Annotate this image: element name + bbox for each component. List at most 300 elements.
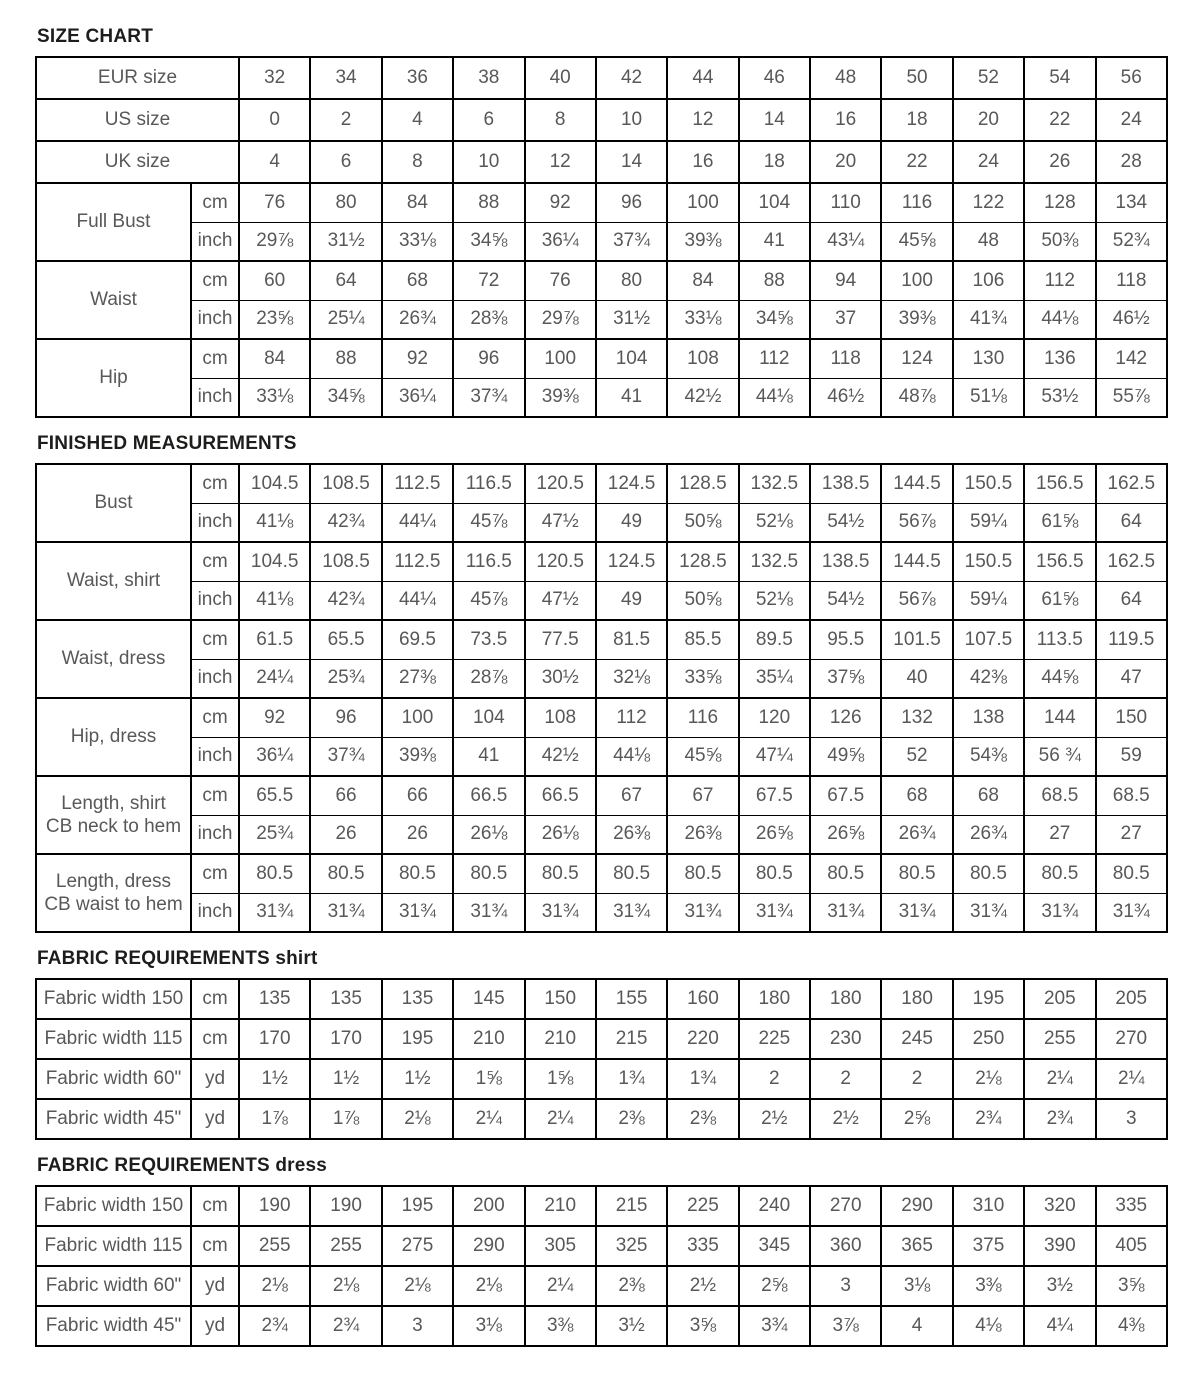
value-cell: 2⅛ — [239, 1266, 310, 1306]
value-cell: 76 — [239, 183, 310, 222]
value-cell: 162.5 — [1096, 464, 1168, 503]
value-cell: 39⅜ — [881, 300, 952, 339]
table-row — [36, 57, 1167, 99]
value-cell: 51⅛ — [953, 378, 1024, 417]
value-cell: 2 — [739, 1059, 810, 1099]
value-cell: 2⅛ — [453, 1266, 524, 1306]
value-cell: 2 — [310, 99, 381, 141]
value-cell: 42 — [596, 57, 667, 99]
value-cell: 135 — [382, 979, 453, 1019]
value-cell: 136 — [1024, 339, 1095, 378]
row-label-cell: Fabric width 45" — [36, 1099, 191, 1139]
value-cell: 39⅜ — [525, 378, 596, 417]
value-cell: 270 — [810, 1186, 881, 1226]
table-row — [36, 503, 1167, 542]
value-cell: 1½ — [239, 1059, 310, 1099]
value-cell: 156.5 — [1024, 464, 1095, 503]
value-cell: 290 — [881, 1186, 952, 1226]
value-cell: 2⅜ — [596, 1266, 667, 1306]
unit-cell: inch — [191, 222, 239, 261]
unit-cell: yd — [191, 1266, 239, 1306]
table-row — [36, 1226, 1167, 1266]
value-cell: 47 — [1096, 659, 1168, 698]
value-cell: 20 — [810, 141, 881, 183]
value-cell: 84 — [239, 339, 310, 378]
value-cell: 52⅛ — [739, 581, 810, 620]
value-cell: 50⅝ — [667, 581, 738, 620]
value-cell: 80.5 — [810, 854, 881, 893]
value-cell: 116.5 — [453, 542, 524, 581]
value-cell: 52⅛ — [739, 503, 810, 542]
value-cell: 28⅞ — [453, 659, 524, 698]
table-row — [36, 1099, 1167, 1139]
value-cell: 230 — [810, 1019, 881, 1059]
value-cell: 3 — [810, 1266, 881, 1306]
value-cell: 56 — [1096, 57, 1168, 99]
unit-cell: cm — [191, 183, 239, 222]
value-cell: 53½ — [1024, 378, 1095, 417]
value-cell: 27 — [1024, 815, 1095, 854]
value-cell: 305 — [525, 1226, 596, 1266]
value-cell: 104.5 — [239, 542, 310, 581]
value-cell: 113.5 — [1024, 620, 1095, 659]
unit-cell: cm — [191, 1226, 239, 1266]
unit-cell: yd — [191, 1306, 239, 1346]
value-cell: 35¼ — [739, 659, 810, 698]
value-cell: 95.5 — [810, 620, 881, 659]
value-cell: 80.5 — [1096, 854, 1168, 893]
value-cell: 88 — [310, 339, 381, 378]
value-cell: 2⅛ — [953, 1059, 1024, 1099]
value-cell: 18 — [739, 141, 810, 183]
value-cell: 96 — [453, 339, 524, 378]
value-cell: 88 — [453, 183, 524, 222]
value-cell: 275 — [382, 1226, 453, 1266]
value-cell: 225 — [667, 1186, 738, 1226]
value-cell: 132.5 — [739, 542, 810, 581]
value-cell: 31¾ — [1096, 893, 1168, 932]
value-cell: 56 ¾ — [1024, 737, 1095, 776]
value-cell: 36 — [382, 57, 453, 99]
value-cell: 3 — [1096, 1099, 1168, 1139]
value-cell: 0 — [239, 99, 310, 141]
value-cell: 42⅜ — [953, 659, 1024, 698]
value-cell: 31¾ — [953, 893, 1024, 932]
value-cell: 144 — [1024, 698, 1095, 737]
value-cell: 2½ — [667, 1266, 738, 1306]
value-cell: 210 — [525, 1186, 596, 1226]
table-row — [36, 979, 1167, 1019]
table-row — [36, 737, 1167, 776]
value-cell: 156.5 — [1024, 542, 1095, 581]
value-cell: 29⅞ — [239, 222, 310, 261]
value-cell: 42½ — [667, 378, 738, 417]
value-cell: 80 — [310, 183, 381, 222]
value-cell: 405 — [1096, 1226, 1168, 1266]
value-cell: 45⅞ — [453, 503, 524, 542]
value-cell: 34⅝ — [453, 222, 524, 261]
value-cell: 118 — [810, 339, 881, 378]
value-cell: 41¾ — [953, 300, 1024, 339]
value-cell: 45⅝ — [667, 737, 738, 776]
value-cell: 220 — [667, 1019, 738, 1059]
value-cell: 101.5 — [881, 620, 952, 659]
table-row — [36, 620, 1167, 659]
value-cell: 16 — [667, 141, 738, 183]
value-cell: 68.5 — [1096, 776, 1168, 815]
value-cell: 22 — [881, 141, 952, 183]
value-cell: 116 — [881, 183, 952, 222]
value-cell: 80.5 — [739, 854, 810, 893]
value-cell: 31½ — [310, 222, 381, 261]
table-row — [36, 464, 1167, 503]
value-cell: 37¾ — [453, 378, 524, 417]
value-cell: 116 — [667, 698, 738, 737]
value-cell: 10 — [596, 99, 667, 141]
row-label-cell: Fabric width 150 — [36, 979, 191, 1019]
value-cell: 67 — [667, 776, 738, 815]
value-cell: 68 — [881, 776, 952, 815]
value-cell: 160 — [667, 979, 738, 1019]
value-cell: 155 — [596, 979, 667, 1019]
value-cell: 41⅛ — [239, 503, 310, 542]
value-cell: 64 — [1096, 581, 1168, 620]
value-cell: 3 — [382, 1306, 453, 1346]
unit-cell: inch — [191, 378, 239, 417]
value-cell: 66.5 — [453, 776, 524, 815]
value-cell: 112 — [596, 698, 667, 737]
table-row — [36, 815, 1167, 854]
value-cell: 29⅞ — [525, 300, 596, 339]
value-cell: 20 — [953, 99, 1024, 141]
value-cell: 27 — [1096, 815, 1168, 854]
value-cell: 215 — [596, 1186, 667, 1226]
value-cell: 66.5 — [525, 776, 596, 815]
value-cell: 360 — [810, 1226, 881, 1266]
value-cell: 210 — [525, 1019, 596, 1059]
value-cell: 170 — [239, 1019, 310, 1059]
value-cell: 4 — [239, 141, 310, 183]
value-cell: 96 — [310, 698, 381, 737]
value-cell: 31¾ — [453, 893, 524, 932]
value-cell: 2½ — [739, 1099, 810, 1139]
value-cell: 26⅝ — [739, 815, 810, 854]
value-cell: 3⅝ — [1096, 1266, 1168, 1306]
value-cell: 107.5 — [953, 620, 1024, 659]
value-cell: 44¼ — [382, 503, 453, 542]
value-cell: 180 — [881, 979, 952, 1019]
value-cell: 225 — [739, 1019, 810, 1059]
value-cell: 55⅞ — [1096, 378, 1168, 417]
section-size-chart — [35, 26, 1168, 418]
value-cell: 104 — [453, 698, 524, 737]
value-cell: 124 — [881, 339, 952, 378]
value-cell: 47¼ — [739, 737, 810, 776]
value-cell: 41 — [453, 737, 524, 776]
value-cell: 67 — [596, 776, 667, 815]
size-chart-heading: SIZE CHART — [37, 26, 153, 47]
value-cell: 80.5 — [667, 854, 738, 893]
value-cell: 25¾ — [310, 659, 381, 698]
value-cell: 80.5 — [1024, 854, 1095, 893]
value-cell: 108 — [525, 698, 596, 737]
value-cell: 80 — [596, 261, 667, 300]
value-cell: 36¼ — [382, 378, 453, 417]
unit-cell: yd — [191, 1099, 239, 1139]
value-cell: 190 — [239, 1186, 310, 1226]
row-label-cell: EUR size — [36, 57, 239, 99]
value-cell: 54½ — [810, 581, 881, 620]
value-cell: 33⅝ — [667, 659, 738, 698]
unit-cell: yd — [191, 1059, 239, 1099]
unit-cell: cm — [191, 979, 239, 1019]
value-cell: 92 — [239, 698, 310, 737]
value-cell: 32⅛ — [596, 659, 667, 698]
value-cell: 2⅜ — [667, 1099, 738, 1139]
value-cell: 1⅞ — [239, 1099, 310, 1139]
unit-cell: cm — [191, 339, 239, 378]
value-cell: 2⅛ — [382, 1266, 453, 1306]
value-cell: 200 — [453, 1186, 524, 1226]
unit-cell: inch — [191, 893, 239, 932]
value-cell: 36¼ — [239, 737, 310, 776]
value-cell: 100 — [525, 339, 596, 378]
unit-cell: cm — [191, 776, 239, 815]
value-cell: 26⅜ — [667, 815, 738, 854]
row-label-cell: US size — [36, 99, 239, 141]
value-cell: 89.5 — [739, 620, 810, 659]
value-cell: 80.5 — [881, 854, 952, 893]
value-cell: 375 — [953, 1226, 1024, 1266]
value-cell: 84 — [382, 183, 453, 222]
value-cell: 81.5 — [596, 620, 667, 659]
value-cell: 26 — [382, 815, 453, 854]
value-cell: 50⅝ — [667, 503, 738, 542]
value-cell: 390 — [1024, 1226, 1095, 1266]
value-cell: 52 — [953, 57, 1024, 99]
value-cell: 41 — [596, 378, 667, 417]
value-cell: 68 — [953, 776, 1024, 815]
unit-cell: inch — [191, 659, 239, 698]
row-label-cell: Length, shirt CB neck to hem — [36, 776, 191, 854]
section-fabric-requirements-shirt — [35, 948, 1168, 1140]
value-cell: 4 — [382, 99, 453, 141]
value-cell: 138 — [953, 698, 1024, 737]
value-cell: 10 — [453, 141, 524, 183]
value-cell: 46 — [739, 57, 810, 99]
value-cell: 150 — [1096, 698, 1168, 737]
value-cell: 61⅝ — [1024, 503, 1095, 542]
value-cell: 108 — [667, 339, 738, 378]
row-label-cell: Fabric width 60" — [36, 1266, 191, 1306]
value-cell: 12 — [525, 141, 596, 183]
unit-cell: cm — [191, 854, 239, 893]
unit-cell: cm — [191, 1019, 239, 1059]
value-cell: 44⅛ — [739, 378, 810, 417]
value-cell: 31¾ — [1024, 893, 1095, 932]
value-cell: 1⅝ — [525, 1059, 596, 1099]
value-cell: 44 — [667, 57, 738, 99]
value-cell: 48 — [953, 222, 1024, 261]
value-cell: 28⅜ — [453, 300, 524, 339]
value-cell: 31¾ — [525, 893, 596, 932]
value-cell: 255 — [1024, 1019, 1095, 1059]
value-cell: 26⅝ — [810, 815, 881, 854]
value-cell: 12 — [667, 99, 738, 141]
row-label-cell: Fabric width 115 — [36, 1226, 191, 1266]
value-cell: 46½ — [810, 378, 881, 417]
unit-cell: cm — [191, 542, 239, 581]
table-row — [36, 183, 1167, 222]
value-cell: 30½ — [525, 659, 596, 698]
value-cell: 104 — [739, 183, 810, 222]
value-cell: 44¼ — [382, 581, 453, 620]
value-cell: 104 — [596, 339, 667, 378]
value-cell: 49⅝ — [810, 737, 881, 776]
value-cell: 3½ — [596, 1306, 667, 1346]
value-cell: 26⅛ — [453, 815, 524, 854]
value-cell: 47½ — [525, 503, 596, 542]
value-cell: 110 — [810, 183, 881, 222]
unit-cell: cm — [191, 464, 239, 503]
value-cell: 31¾ — [739, 893, 810, 932]
value-cell: 32 — [239, 57, 310, 99]
value-cell: 16 — [810, 99, 881, 141]
value-cell: 14 — [739, 99, 810, 141]
value-cell: 2 — [881, 1059, 952, 1099]
table-row — [36, 378, 1167, 417]
table-row — [36, 698, 1167, 737]
value-cell: 80.5 — [596, 854, 667, 893]
value-cell: 122 — [953, 183, 1024, 222]
value-cell: 100 — [382, 698, 453, 737]
value-cell: 42¾ — [310, 503, 381, 542]
value-cell: 65.5 — [239, 776, 310, 815]
table-row — [36, 1059, 1167, 1099]
value-cell: 2¾ — [953, 1099, 1024, 1139]
value-cell: 69.5 — [382, 620, 453, 659]
value-cell: 31¾ — [810, 893, 881, 932]
value-cell: 134 — [1096, 183, 1168, 222]
value-cell: 2⅝ — [881, 1099, 952, 1139]
value-cell: 49 — [596, 581, 667, 620]
unit-cell: inch — [191, 581, 239, 620]
value-cell: 142 — [1096, 339, 1168, 378]
value-cell: 64 — [310, 261, 381, 300]
table-row — [36, 659, 1167, 698]
value-cell: 54½ — [810, 503, 881, 542]
value-cell: 56⅞ — [881, 503, 952, 542]
value-cell: 180 — [810, 979, 881, 1019]
value-cell: 119.5 — [1096, 620, 1168, 659]
value-cell: 31¾ — [667, 893, 738, 932]
value-cell: 2⅛ — [310, 1266, 381, 1306]
value-cell: 60 — [239, 261, 310, 300]
unit-cell: inch — [191, 737, 239, 776]
value-cell: 94 — [810, 261, 881, 300]
value-cell: 345 — [739, 1226, 810, 1266]
value-cell: 27⅜ — [382, 659, 453, 698]
value-cell: 255 — [310, 1226, 381, 1266]
value-cell: 80.5 — [310, 854, 381, 893]
value-cell: 72 — [453, 261, 524, 300]
value-cell: 100 — [667, 183, 738, 222]
value-cell: 24¼ — [239, 659, 310, 698]
value-cell: 50⅜ — [1024, 222, 1095, 261]
value-cell: 37¾ — [596, 222, 667, 261]
table-row — [36, 854, 1167, 893]
value-cell: 44⅝ — [1024, 659, 1095, 698]
table-row — [36, 141, 1167, 183]
value-cell: 130 — [953, 339, 1024, 378]
unit-cell: cm — [191, 620, 239, 659]
finished-measurements-heading: FINISHED MEASUREMENTS — [37, 433, 297, 454]
value-cell: 42¾ — [310, 581, 381, 620]
value-cell: 2⅝ — [739, 1266, 810, 1306]
row-label-cell: Hip, dress — [36, 698, 191, 776]
fabric-requirements-shirt-table — [35, 978, 1168, 1140]
value-cell: 52¾ — [1096, 222, 1168, 261]
value-cell: 96 — [596, 183, 667, 222]
value-cell: 25¼ — [310, 300, 381, 339]
value-cell: 8 — [525, 99, 596, 141]
value-cell: 3½ — [1024, 1266, 1095, 1306]
value-cell: 44⅛ — [1024, 300, 1095, 339]
value-cell: 195 — [953, 979, 1024, 1019]
value-cell: 56⅞ — [881, 581, 952, 620]
value-cell: 66 — [382, 776, 453, 815]
value-cell: 2¼ — [453, 1099, 524, 1139]
table-row — [36, 339, 1167, 378]
value-cell: 37⅝ — [810, 659, 881, 698]
value-cell: 138.5 — [810, 464, 881, 503]
value-cell: 26⅜ — [596, 815, 667, 854]
value-cell: 2½ — [810, 1099, 881, 1139]
value-cell: 4⅛ — [953, 1306, 1024, 1346]
table-row — [36, 1186, 1167, 1226]
value-cell: 335 — [1096, 1186, 1168, 1226]
value-cell: 135 — [310, 979, 381, 1019]
value-cell: 47½ — [525, 581, 596, 620]
value-cell: 335 — [667, 1226, 738, 1266]
value-cell: 34 — [310, 57, 381, 99]
value-cell: 124.5 — [596, 464, 667, 503]
unit-cell: cm — [191, 1186, 239, 1226]
table-row — [36, 1266, 1167, 1306]
value-cell: 255 — [239, 1226, 310, 1266]
value-cell: 120.5 — [525, 464, 596, 503]
table-row — [36, 893, 1167, 932]
value-cell: 144.5 — [881, 542, 952, 581]
value-cell: 170 — [310, 1019, 381, 1059]
value-cell: 2¼ — [1024, 1059, 1095, 1099]
unit-cell: inch — [191, 300, 239, 339]
table-row — [36, 99, 1167, 141]
value-cell: 31½ — [596, 300, 667, 339]
unit-cell: cm — [191, 261, 239, 300]
value-cell: 54⅜ — [953, 737, 1024, 776]
value-cell: 34⅝ — [310, 378, 381, 417]
value-cell: 215 — [596, 1019, 667, 1059]
value-cell: 195 — [382, 1186, 453, 1226]
value-cell: 26⅛ — [525, 815, 596, 854]
value-cell: 2⅜ — [596, 1099, 667, 1139]
value-cell: 28 — [1096, 141, 1168, 183]
row-label-cell: Fabric width 45" — [36, 1306, 191, 1346]
table-row — [36, 1306, 1167, 1346]
value-cell: 50 — [881, 57, 952, 99]
value-cell: 108.5 — [310, 542, 381, 581]
